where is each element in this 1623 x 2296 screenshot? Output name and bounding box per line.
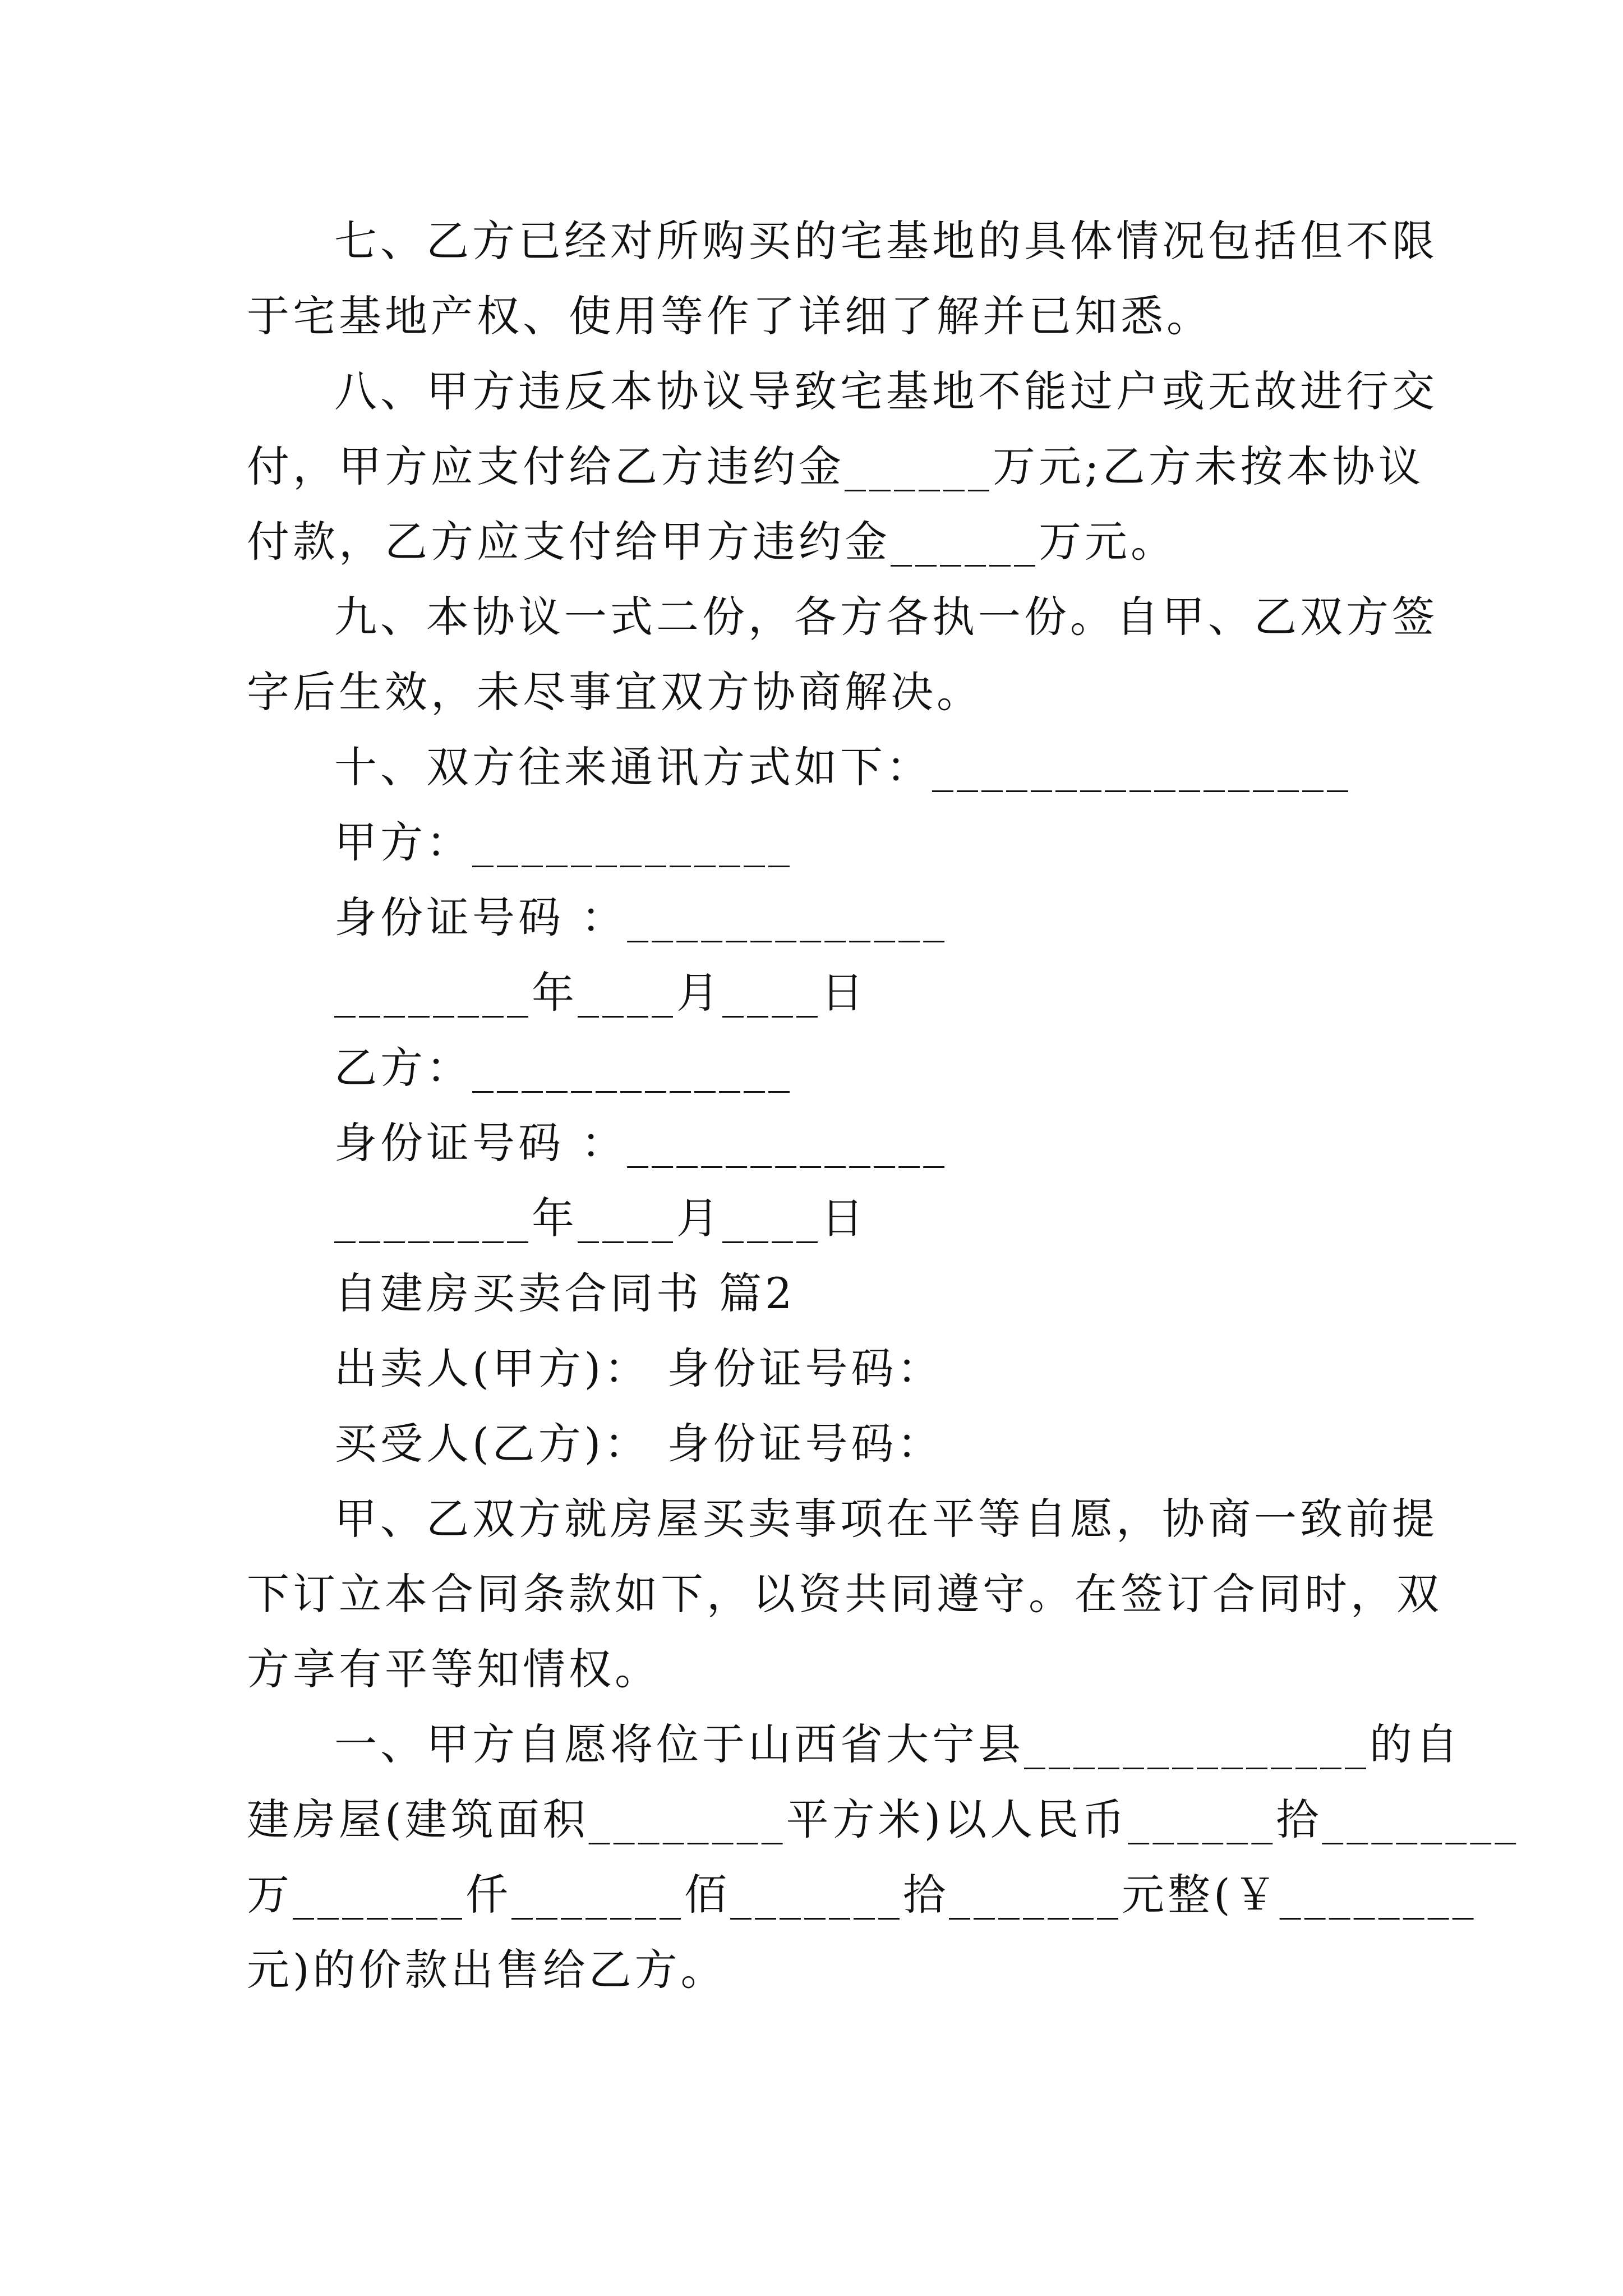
clause-8-line-1: 八、甲方违反本协议导致宅基地不能过户或无故进行交 [334,366,1438,416]
clause-10-line: 十、双方往来通讯方式如下：_________________ [334,742,1352,792]
clause-8-line-3: 付款，乙方应支付给甲方违约金______万元。 [247,517,1177,567]
party-a-line: 甲方：_____________ [334,817,793,867]
clause-7-line-2: 于宅基地产权、使用等作了详细了解并已知悉。 [247,291,1212,341]
clause-7-line-1: 七、乙方已经对所购买的宅基地的具体情况包括但不限 [334,216,1438,266]
clause-1-line-1: 一、甲方自愿将位于山西省大宁县______________的自 [334,1719,1461,1769]
clause-8-line-2: 付，甲方应支付给乙方违约金______万元;乙方未按本协议 [247,441,1424,491]
clause-9-line-1: 九、本协议一式二份，各方各执一份。自甲、乙双方签 [334,592,1438,642]
preamble-line-2: 下订立本合同条款如下，以资共同遵守。在签订合同时，双 [247,1569,1442,1619]
party-b-line: 乙方：_____________ [334,1043,793,1093]
party-a-id-line: 身份证号码 ：_____________ [334,892,948,942]
party-b-date-line: ________年____月____日 [334,1193,867,1243]
section-title: 自建房买卖合同书 篇2 [334,1268,796,1318]
clause-1-line-2: 建房屋(建筑面积________平方米)以人民币______拾________ [247,1795,1520,1844]
seller-line: 出卖人(甲方)： 身份证号码： [334,1343,943,1393]
preamble-line-1: 甲、乙双方就房屋买卖事项在平等自愿，协商一致前提 [334,1494,1438,1544]
party-a-date-line: ________年____月____日 [334,968,867,1018]
buyer-line: 买受人(乙方)： 身份证号码： [334,1419,943,1469]
clause-9-line-2: 字后生效，未尽事宜双方协商解决。 [247,667,983,717]
clause-1-line-4: 元)的价款出售给乙方。 [247,1945,727,1995]
party-b-id-line: 身份证号码 ：_____________ [334,1118,948,1168]
preamble-line-3: 方享有平等知情权。 [247,1644,661,1694]
clause-1-line-3: 万_______仟_______佰_______拾_______元整(￥________ [247,1870,1477,1920]
